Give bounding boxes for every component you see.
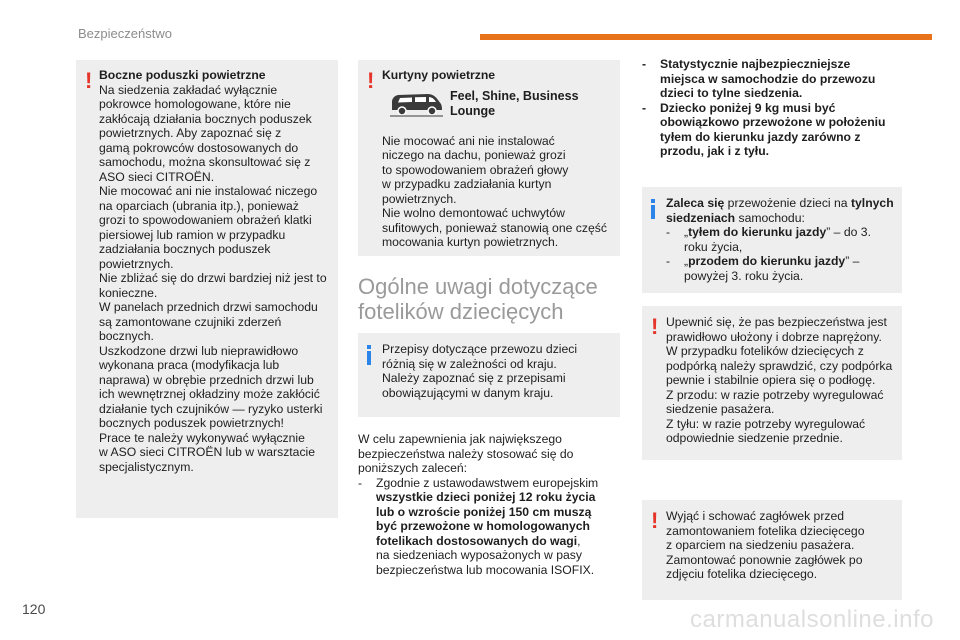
text-line: Uszkodzone drzwi lub nieprawidłowo xyxy=(99,343,299,358)
text-line: działanie tych czujników — ryzyko usterki xyxy=(99,401,323,416)
text-line: piersiowej lub ramion w przypadku xyxy=(99,227,286,242)
bold-text: fotelikach dostosowanych do wagi xyxy=(376,533,578,548)
text-line: odpowiednie siedzenie przednie. xyxy=(666,431,843,445)
section-heading xyxy=(358,274,628,324)
text-line: obowiązującymi w danym kraju. xyxy=(382,385,554,400)
curtain-airbags-text xyxy=(382,134,612,250)
list-item xyxy=(666,254,894,283)
list-dash: - xyxy=(666,225,671,239)
text-line: specjalistycznym. xyxy=(99,459,194,474)
bold-text: siedzeniach xyxy=(666,210,736,225)
text-span: ” – do 3. xyxy=(826,225,871,239)
text-line: W przypadku fotelików dziecięcych z xyxy=(666,344,864,358)
text-line xyxy=(376,534,620,549)
text-line: roku życia, xyxy=(684,239,743,254)
versions-line: Lounge xyxy=(450,103,496,118)
side-airbags-title: Boczne poduszki powietrzne xyxy=(99,68,266,82)
regulations-info-box xyxy=(358,333,620,417)
text-line: naprawa) w obrębie przednich drzwi lub xyxy=(99,372,314,387)
text-line: Na siedzenia zakładać wyłącznie xyxy=(99,82,278,97)
list-item xyxy=(666,225,894,254)
text-line: różnią się w zależności od kraju. xyxy=(382,356,557,371)
rear-seat-recommendation-box xyxy=(642,187,902,293)
text-line: Prace te należy wykonywać wyłącznie xyxy=(99,430,305,445)
bold-text: tylnych xyxy=(850,196,894,210)
text-line: Statystycznie najbezpieczniejsze xyxy=(660,57,851,71)
heading-line: Ogólne uwagi dotyczące xyxy=(358,274,598,299)
info-icon xyxy=(651,199,655,219)
text-line: obowiązkowo przewożone w położeniu xyxy=(660,115,886,129)
side-airbags-warning-box xyxy=(76,60,338,518)
text-line: zadziałania bocznych poduszek xyxy=(99,242,271,256)
text-line: bocznych poduszek powietrznych! xyxy=(99,416,284,430)
text-line: W celu zapewnienia jak największego xyxy=(358,432,562,446)
text-line: lub o wzroście poniżej 150 cm muszą xyxy=(376,504,592,519)
text-line: ich wewnętrznej okładziny może zakłócić xyxy=(99,387,320,401)
text-line: grozi to spowodowaniem obrażeń klatki xyxy=(99,213,312,227)
text-line xyxy=(684,225,894,240)
text-line: podpórką należy sprawdzić, czy podpórka xyxy=(666,358,893,373)
text-line: gamą pokrowców dostosowanych do xyxy=(99,140,299,155)
list-dash: - xyxy=(666,254,671,268)
text-line: pewnie i stabilnie opiera się o podłogę. xyxy=(666,373,876,387)
list-item xyxy=(358,476,620,578)
list-dash: - xyxy=(642,57,647,71)
text-line: sufitowych, ponieważ stanowią one część xyxy=(382,220,607,235)
text-line: bezpieczeństwa należy stosować się do xyxy=(358,446,574,461)
text-line: bezpieczeństwa lub mocowania ISOFIX. xyxy=(376,562,595,577)
text-line: pokrowce homologowane, które nie xyxy=(99,97,291,111)
section-header: Bezpieczeństwo xyxy=(78,26,172,41)
text-line: są zamontowane czujniki zderzeń xyxy=(99,314,282,329)
warning-icon: ! xyxy=(651,314,659,339)
text-line: mocowania kurtyn powietrznych. xyxy=(382,235,559,249)
curtain-airbags-title: Kurtyny powietrzne xyxy=(382,68,496,82)
text-line: powietrznych. xyxy=(99,256,174,271)
text-line: konieczne. xyxy=(99,285,158,300)
text-line: miejsca w samochodzie do przewozu xyxy=(660,71,876,86)
text-line: powietrznych. Aby zapoznać się z xyxy=(99,126,282,140)
text-line: na oparciach (ubrania itp.), ponieważ xyxy=(99,198,299,213)
info-icon xyxy=(367,345,371,365)
text-line: ASO sieci CITROËN. xyxy=(99,169,215,184)
text-line: z oparciem na siedzeniu pasażera. xyxy=(666,538,855,552)
bold-text: Zaleca się xyxy=(666,196,725,210)
text-line: Nie mocować ani nie instalować niczego xyxy=(99,184,318,198)
text-line: Nie wolno demontować uchwytów xyxy=(382,206,565,220)
text-line: powietrznych. xyxy=(382,191,457,206)
list-dash: - xyxy=(358,475,363,490)
text-line: samochodu, można skonsultować się z xyxy=(99,155,311,169)
versions-line: Feel, Shine, Business xyxy=(450,88,579,103)
text-line: Z przodu: w razie potrzeby wyregulować xyxy=(666,387,884,402)
text-line: Nie zbliżać się do drzwi bardziej niż jest to xyxy=(99,271,327,285)
text-span: przewożenie dzieci na xyxy=(724,196,851,210)
text-line xyxy=(666,196,894,211)
text-line: Wyjąć i schować zagłówek przed xyxy=(666,509,845,523)
right-bullet-list xyxy=(642,57,912,159)
text-line: zamontowaniem fotelika dziecięcego xyxy=(666,523,865,538)
text-line: Nie mocować ani nie instalować xyxy=(382,133,555,148)
seat-belt-warning-box xyxy=(642,306,902,460)
list-item xyxy=(642,57,912,101)
child-safety-intro xyxy=(358,432,620,577)
text-line: przodu, jak i z tyłu. xyxy=(660,144,770,158)
text-line: Dziecko poniżej 9 kg musi być xyxy=(660,100,836,115)
text-line: Zgodnie z ustawodawstwem europejskim xyxy=(376,475,599,490)
comma: , xyxy=(577,533,581,548)
text-line: zdjęciu fotelika dziecięcego. xyxy=(666,567,818,581)
text-line xyxy=(666,211,894,226)
text-line: tyłem do kierunku jazdy zarówno z xyxy=(660,129,861,144)
bold-text: przodem do kierunku jazdy xyxy=(688,254,846,268)
warning-icon: ! xyxy=(85,68,93,93)
text-line: poniższych zaleceń: xyxy=(358,461,468,475)
text-line: wykonana praca (modyfikacja lub xyxy=(99,358,280,372)
quote-open: „ xyxy=(684,254,689,268)
bold-text: tyłem do kierunku jazdy xyxy=(688,225,827,239)
text-line: zakłócają działania bocznych poduszek xyxy=(99,111,312,126)
text-span: ” – xyxy=(845,254,860,268)
text-line: Należy zapoznać się z przepisami xyxy=(382,371,566,385)
warning-icon: ! xyxy=(651,508,659,533)
text-line: W panelach przednich drzwi samochodu xyxy=(99,300,318,314)
van-icon xyxy=(388,90,444,118)
text-line: w przypadku zadziałania kurtyn xyxy=(382,177,552,191)
text-line: niczego na dachu, ponieważ grozi xyxy=(382,148,566,162)
text-line: powyżej 3. roku życia. xyxy=(684,268,804,283)
text-line: dzieci to tylne siedzenia. xyxy=(660,86,803,100)
text-line: Przepisy dotyczące przewozu dzieci xyxy=(382,342,578,356)
text-line: bocznych. xyxy=(99,329,154,343)
side-airbags-text xyxy=(99,83,330,475)
text-line: to spowodowaniem obrażeń głowy xyxy=(382,162,569,177)
header-accent-bar xyxy=(480,34,932,40)
page-number: 120 xyxy=(22,601,46,617)
text-line: prawidłowo ułożony i dobrze naprężony. xyxy=(666,329,882,344)
watermark: carmanualsonline.info xyxy=(690,606,934,633)
list-item xyxy=(642,101,912,159)
text-line: Upewnić się, że pas bezpieczeństwa jest xyxy=(666,315,887,329)
versions-label xyxy=(450,89,612,119)
text-line: w ASO sieci CITROËN lub w warsztacie xyxy=(99,445,316,459)
headrest-warning-box xyxy=(642,500,902,600)
heading-line: fotelików dziecięcych xyxy=(358,299,564,324)
text-line: siedzenie pasażera. xyxy=(666,402,775,416)
text-line: być przewożone w homologowanych xyxy=(376,519,590,533)
text-span: samochodu: xyxy=(735,210,805,225)
list-dash: - xyxy=(642,100,647,115)
text-line: wszystkie dzieci poniżej 12 roku życia xyxy=(376,490,596,504)
text-line: Z tyłu: w razie potrzeby wyregulować xyxy=(666,416,866,431)
text-line xyxy=(684,254,894,269)
warning-icon: ! xyxy=(367,68,375,93)
text-line: na siedzeniach wyposażonych w pasy xyxy=(376,548,582,562)
text-line: Zamontować ponownie zagłówek po xyxy=(666,552,863,567)
quote-open: „ xyxy=(684,225,689,239)
